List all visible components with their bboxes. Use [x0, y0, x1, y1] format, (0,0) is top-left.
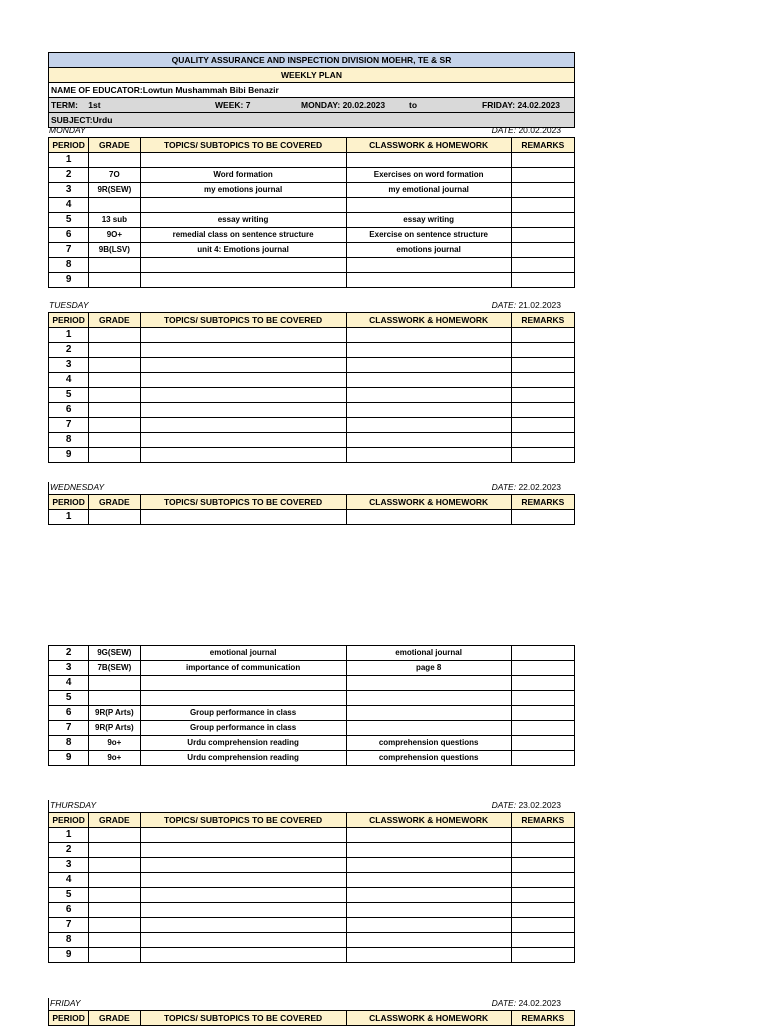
period-cell: 2: [49, 343, 89, 358]
remarks-cell: [511, 433, 574, 448]
work-cell: [346, 676, 511, 691]
remarks-cell: [511, 888, 574, 903]
remarks-cell: [511, 168, 574, 183]
topic-cell: [140, 448, 346, 463]
period-cell: 8: [49, 258, 89, 273]
educator-name: Lowtun Mushammah Bibi Benazir: [142, 85, 279, 95]
remarks-cell: [511, 858, 574, 873]
tuesday-day-name: TUESDAY: [49, 300, 89, 310]
table-row: [49, 343, 575, 358]
topic-cell: emotional journal: [140, 646, 346, 661]
work-cell: [346, 343, 511, 358]
remarks-cell: [511, 828, 574, 843]
period-cell: 1: [49, 153, 89, 168]
topic-cell: [140, 510, 346, 525]
col-remarks: REMARKS: [511, 495, 574, 510]
grade-cell: 9o+: [89, 751, 140, 766]
grade-cell: [89, 358, 140, 373]
header-block: [48, 52, 575, 128]
grade-cell: [89, 843, 140, 858]
topic-cell: [140, 843, 346, 858]
grade-cell: 9o+: [89, 736, 140, 751]
period-cell: 4: [49, 198, 89, 213]
table-row: [49, 358, 575, 373]
topic-cell: [140, 358, 346, 373]
remarks-cell: [511, 273, 574, 288]
work-cell: [346, 418, 511, 433]
period-cell: 7: [49, 243, 89, 258]
period-cell: 1: [49, 828, 89, 843]
work-cell: [346, 721, 511, 736]
topic-cell: [140, 258, 346, 273]
period-cell: 1: [49, 328, 89, 343]
period-cell: 9: [49, 948, 89, 963]
table-row: [49, 258, 575, 273]
topic-cell: [140, 403, 346, 418]
week-info: WEEK: 7: [215, 100, 251, 110]
period-cell: 4: [49, 873, 89, 888]
table-row: [49, 751, 575, 766]
table-row: [49, 403, 575, 418]
work-cell: Exercise on sentence structure: [346, 228, 511, 243]
col-remarks: REMARKS: [511, 1011, 574, 1026]
col-period: PERIOD: [49, 813, 89, 828]
period-cell: 3: [49, 661, 89, 676]
topic-cell: [140, 328, 346, 343]
period-cell: 4: [49, 373, 89, 388]
work-cell: [346, 843, 511, 858]
friday-day-line: [48, 998, 575, 1010]
thursday-table: [48, 812, 575, 963]
topic-cell: [140, 888, 346, 903]
topic-cell: [140, 858, 346, 873]
period-cell: 3: [49, 358, 89, 373]
table-row: [49, 933, 575, 948]
remarks-cell: [511, 751, 574, 766]
tuesday-section: [48, 300, 575, 463]
grade-cell: [89, 198, 140, 213]
period-cell: 5: [49, 691, 89, 706]
grade-cell: 13 sub: [89, 213, 140, 228]
grade-cell: [89, 388, 140, 403]
to-label: to: [409, 100, 418, 110]
topic-cell: Word formation: [140, 168, 346, 183]
table-row: [49, 183, 575, 198]
friday-header-row: [49, 1011, 575, 1026]
remarks-cell: [511, 258, 574, 273]
topic-cell: [140, 676, 346, 691]
work-cell: [346, 198, 511, 213]
subject-value: Urdu: [92, 115, 113, 125]
table-row: [49, 721, 575, 736]
col-period: PERIOD: [49, 313, 89, 328]
table-row: [49, 168, 575, 183]
topic-cell: unit 4: Emotions journal: [140, 243, 346, 258]
remarks-cell: [511, 328, 574, 343]
remarks-cell: [511, 153, 574, 168]
grade-cell: 9O+: [89, 228, 140, 243]
grade-cell: [89, 343, 140, 358]
topic-cell: [140, 828, 346, 843]
work-cell: [346, 403, 511, 418]
grade-cell: [89, 433, 140, 448]
col-remarks: REMARKS: [511, 138, 574, 153]
header-table: [48, 52, 575, 128]
remarks-cell: [511, 873, 574, 888]
term-label: TERM:: [51, 100, 78, 110]
work-cell: essay writing: [346, 213, 511, 228]
monday-day-line: [48, 125, 575, 137]
remarks-cell: [511, 403, 574, 418]
topic-cell: Urdu comprehension reading: [140, 751, 346, 766]
grade-cell: [89, 403, 140, 418]
friday-info: FRIDAY: 24.02.2023: [482, 100, 560, 110]
period-cell: 5: [49, 388, 89, 403]
col-grade: GRADE: [89, 495, 140, 510]
work-cell: [346, 510, 511, 525]
period-cell: 2: [49, 168, 89, 183]
week-value: 7: [245, 100, 251, 110]
remarks-cell: [511, 918, 574, 933]
friday-date: 24.02.2023: [517, 100, 560, 110]
remarks-cell: [511, 510, 574, 525]
friday-day-name: FRIDAY: [50, 998, 81, 1008]
grade-cell: [89, 448, 140, 463]
topic-cell: [140, 873, 346, 888]
grade-cell: [89, 328, 140, 343]
topic-cell: [140, 903, 346, 918]
grade-cell: [89, 153, 140, 168]
col-topics: TOPICS/ SUBTOPICS TO BE COVERED: [140, 813, 346, 828]
grade-cell: [89, 373, 140, 388]
remarks-cell: [511, 721, 574, 736]
wednesday-header-row: [49, 495, 575, 510]
work-cell: [346, 358, 511, 373]
period-cell: 8: [49, 433, 89, 448]
work-cell: [346, 691, 511, 706]
grade-cell: [89, 948, 140, 963]
plan-title: WEEKLY PLAN: [49, 68, 575, 83]
educator-label: NAME OF EDUCATOR:: [51, 85, 143, 95]
col-work: CLASSWORK & HOMEWORK: [346, 138, 511, 153]
table-row: [49, 828, 575, 843]
period-cell: 7: [49, 418, 89, 433]
table-row: [49, 418, 575, 433]
wednesday-table: [48, 494, 575, 525]
table-row: [49, 903, 575, 918]
grade-cell: [89, 691, 140, 706]
wednesday-day-name: WEDNESDAY: [50, 482, 105, 492]
period-cell: 7: [49, 721, 89, 736]
table-row: [49, 661, 575, 676]
grade-cell: [89, 903, 140, 918]
remarks-cell: [511, 243, 574, 258]
period-cell: 6: [49, 403, 89, 418]
monday-day-name: MONDAY: [49, 125, 86, 135]
friday-date-label: DATE: 24.02.2023: [491, 998, 561, 1008]
remarks-cell: [511, 388, 574, 403]
table-row: [49, 858, 575, 873]
topic-cell: my emotions journal: [140, 183, 346, 198]
col-topics: TOPICS/ SUBTOPICS TO BE COVERED: [140, 1011, 346, 1026]
division-title: QUALITY ASSURANCE AND INSPECTION DIVISION MOEHR, TE & SR: [49, 53, 575, 68]
col-grade: GRADE: [89, 1011, 140, 1026]
remarks-cell: [511, 736, 574, 751]
topic-cell: [140, 273, 346, 288]
remarks-cell: [511, 213, 574, 228]
col-period: PERIOD: [49, 495, 89, 510]
monday-table: [48, 137, 575, 288]
work-cell: [346, 373, 511, 388]
col-topics: TOPICS/ SUBTOPICS TO BE COVERED: [140, 313, 346, 328]
table-row: [49, 273, 575, 288]
table-row: [49, 373, 575, 388]
work-cell: [346, 448, 511, 463]
grade-cell: 7B(SEW): [89, 661, 140, 676]
work-cell: [346, 388, 511, 403]
period-cell: 6: [49, 903, 89, 918]
table-row: [49, 328, 575, 343]
work-cell: [346, 433, 511, 448]
monday-header-row: [49, 138, 575, 153]
col-topics: TOPICS/ SUBTOPICS TO BE COVERED: [140, 138, 346, 153]
period-cell: 4: [49, 676, 89, 691]
topic-cell: [140, 373, 346, 388]
remarks-cell: [511, 358, 574, 373]
educator-row: [49, 83, 575, 98]
wednesday-date-label: DATE: 22.02.2023: [491, 482, 561, 492]
work-cell: comprehension questions: [346, 751, 511, 766]
work-cell: [346, 903, 511, 918]
work-cell: [346, 153, 511, 168]
monday-info: MONDAY: 20.02.2023: [301, 100, 386, 110]
grade-cell: [89, 258, 140, 273]
grade-cell: 9R(SEW): [89, 183, 140, 198]
remarks-cell: [511, 903, 574, 918]
remarks-cell: [511, 706, 574, 721]
col-topics: TOPICS/ SUBTOPICS TO BE COVERED: [140, 495, 346, 510]
period-cell: 1: [49, 510, 89, 525]
work-cell: emotional journal: [346, 646, 511, 661]
work-cell: [346, 706, 511, 721]
col-work: CLASSWORK & HOMEWORK: [346, 495, 511, 510]
grade-cell: 9G(SEW): [89, 646, 140, 661]
wednesday-day-line: [48, 482, 575, 494]
col-period: PERIOD: [49, 138, 89, 153]
remarks-cell: [511, 661, 574, 676]
period-cell: 2: [49, 646, 89, 661]
grade-cell: [89, 918, 140, 933]
table-row: [49, 213, 575, 228]
period-cell: 6: [49, 706, 89, 721]
work-cell: Exercises on word formation: [346, 168, 511, 183]
topic-cell: [140, 433, 346, 448]
wednesday-continued-section: [48, 645, 575, 766]
col-grade: GRADE: [89, 138, 140, 153]
topic-cell: [140, 343, 346, 358]
tuesday-date-label: DATE: 21.02.2023: [491, 300, 561, 310]
col-work: CLASSWORK & HOMEWORK: [346, 813, 511, 828]
work-cell: [346, 888, 511, 903]
table-row: [49, 388, 575, 403]
work-cell: [346, 873, 511, 888]
table-row: [49, 948, 575, 963]
subject-label: SUBJECT:: [51, 115, 93, 125]
remarks-cell: [511, 343, 574, 358]
work-cell: page 8: [346, 661, 511, 676]
grade-cell: [89, 418, 140, 433]
col-work: CLASSWORK & HOMEWORK: [346, 1011, 511, 1026]
table-row: [49, 706, 575, 721]
work-cell: [346, 828, 511, 843]
topic-cell: [140, 948, 346, 963]
grade-cell: [89, 828, 140, 843]
tuesday-header-row: [49, 313, 575, 328]
remarks-cell: [511, 676, 574, 691]
col-grade: GRADE: [89, 313, 140, 328]
work-cell: my emotional journal: [346, 183, 511, 198]
period-cell: 5: [49, 888, 89, 903]
table-row: [49, 510, 575, 525]
topic-cell: [140, 388, 346, 403]
work-cell: [346, 933, 511, 948]
col-work: CLASSWORK & HOMEWORK: [346, 313, 511, 328]
topic-cell: essay writing: [140, 213, 346, 228]
remarks-cell: [511, 691, 574, 706]
period-cell: 8: [49, 933, 89, 948]
remarks-cell: [511, 448, 574, 463]
table-row: [49, 736, 575, 751]
topic-cell: [140, 918, 346, 933]
tuesday-day-line: [48, 300, 575, 312]
thursday-date-label: DATE: 23.02.2023: [491, 800, 561, 810]
remarks-cell: [511, 198, 574, 213]
work-cell: [346, 918, 511, 933]
period-cell: 9: [49, 751, 89, 766]
monday-date: 20.02.2023: [342, 100, 386, 110]
remarks-cell: [511, 183, 574, 198]
period-cell: 5: [49, 213, 89, 228]
grade-cell: 9B(LSV): [89, 243, 140, 258]
grade-cell: [89, 858, 140, 873]
remarks-cell: [511, 228, 574, 243]
work-cell: [346, 258, 511, 273]
grade-cell: [89, 676, 140, 691]
topic-cell: importance of communication: [140, 661, 346, 676]
work-cell: [346, 273, 511, 288]
grade-cell: [89, 933, 140, 948]
work-cell: [346, 328, 511, 343]
period-cell: 2: [49, 843, 89, 858]
col-remarks: REMARKS: [511, 313, 574, 328]
grade-cell: 9R(P Arts): [89, 721, 140, 736]
wednesday-continued-table: [48, 645, 575, 766]
period-cell: 6: [49, 228, 89, 243]
topic-cell: [140, 691, 346, 706]
period-cell: 7: [49, 918, 89, 933]
work-cell: comprehension questions: [346, 736, 511, 751]
topic-cell: remedial class on sentence structure: [140, 228, 346, 243]
monday-date-label: DATE: 20.02.2023: [491, 125, 561, 135]
work-cell: [346, 858, 511, 873]
work-cell: emotions journal: [346, 243, 511, 258]
friday-section: [48, 998, 575, 1026]
period-cell: 8: [49, 736, 89, 751]
tuesday-table: [48, 312, 575, 463]
table-row: [49, 873, 575, 888]
table-row: [49, 228, 575, 243]
table-row: [49, 843, 575, 858]
col-grade: GRADE: [89, 813, 140, 828]
thursday-day-name: THURSDAY: [50, 800, 97, 810]
table-row: [49, 918, 575, 933]
term-row: [49, 98, 575, 113]
grade-cell: 7O: [89, 168, 140, 183]
table-row: [49, 676, 575, 691]
term-value: 1st: [88, 100, 101, 110]
table-row: [49, 888, 575, 903]
col-period: PERIOD: [49, 1011, 89, 1026]
topic-cell: Group performance in class: [140, 721, 346, 736]
topic-cell: [140, 933, 346, 948]
thursday-header-row: [49, 813, 575, 828]
grade-cell: [89, 273, 140, 288]
topic-cell: [140, 153, 346, 168]
period-cell: 3: [49, 858, 89, 873]
wednesday-section: [48, 482, 575, 525]
table-row: [49, 153, 575, 168]
period-cell: 3: [49, 183, 89, 198]
table-row: [49, 448, 575, 463]
table-row: [49, 691, 575, 706]
work-cell: [346, 948, 511, 963]
table-row: [49, 433, 575, 448]
topic-cell: Group performance in class: [140, 706, 346, 721]
period-cell: 9: [49, 273, 89, 288]
topic-cell: Urdu comprehension reading: [140, 736, 346, 751]
col-remarks: REMARKS: [511, 813, 574, 828]
topic-cell: [140, 198, 346, 213]
remarks-cell: [511, 948, 574, 963]
table-row: [49, 198, 575, 213]
table-row: [49, 243, 575, 258]
table-row: [49, 646, 575, 661]
grade-cell: [89, 873, 140, 888]
topic-cell: [140, 418, 346, 433]
remarks-cell: [511, 418, 574, 433]
thursday-section: [48, 800, 575, 963]
grade-cell: 9R(P Arts): [89, 706, 140, 721]
grade-cell: [89, 888, 140, 903]
grade-cell: [89, 510, 140, 525]
remarks-cell: [511, 373, 574, 388]
remarks-cell: [511, 843, 574, 858]
remarks-cell: [511, 646, 574, 661]
thursday-day-line: [48, 800, 575, 812]
monday-section: [48, 125, 575, 288]
remarks-cell: [511, 933, 574, 948]
period-cell: 9: [49, 448, 89, 463]
